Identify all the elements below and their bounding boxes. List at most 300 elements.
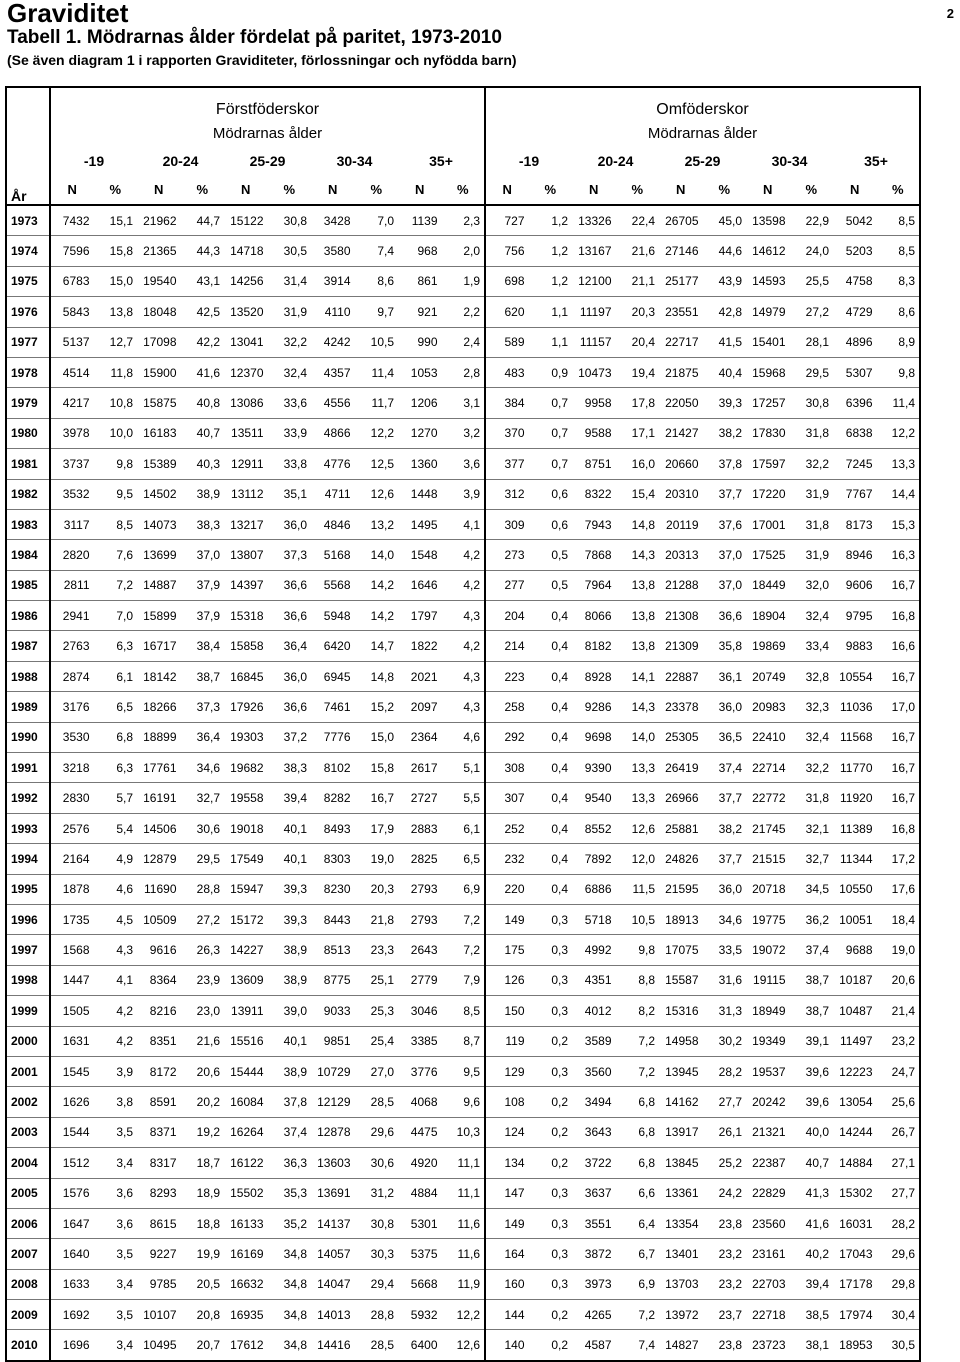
count-cell: 6400	[398, 1330, 442, 1361]
percent-cell: 15,4	[631, 487, 655, 502]
percent-cell: 6,7	[638, 1246, 655, 1261]
count-cell: 17075	[665, 943, 699, 958]
count-cell: 13167	[578, 244, 612, 259]
percent-cell: 25,6	[877, 1087, 921, 1117]
percent-cell: 8,2	[638, 1003, 655, 1018]
year-cell: 1990	[6, 722, 50, 752]
percent-cell: 0,2	[551, 1034, 568, 1049]
percent-cell: 38,5	[805, 1307, 829, 1322]
count-cell: 2097	[410, 699, 438, 714]
percent-cell: 0,3	[551, 1277, 568, 1292]
count-cell: 26966	[665, 791, 699, 806]
percent-cell: 18,4	[877, 904, 921, 934]
count-cell: 8364	[149, 973, 177, 988]
count-cell: 22387	[752, 1155, 786, 1170]
table-row	[6, 783, 920, 813]
percent-cell: 11,7	[371, 396, 394, 411]
table-row	[6, 388, 920, 418]
count-cell: 8351	[149, 1034, 177, 1049]
count-cell: 6783	[62, 274, 90, 289]
count-cell: 6396	[845, 396, 873, 411]
count-cell: 21365	[143, 244, 177, 259]
percent-cell: 6,5	[116, 699, 133, 714]
count-cell: 7767	[845, 487, 873, 502]
count-cell: 13520	[230, 304, 264, 319]
count-cell: 3551	[584, 1216, 612, 1231]
count-cell: 6420	[323, 639, 351, 654]
count-cell: 22829	[752, 1186, 786, 1201]
percent-cell: 8,8	[638, 973, 655, 988]
percent-cell: 18,8	[196, 1216, 220, 1231]
table-row	[6, 1208, 920, 1238]
percent-cell: 10,0	[109, 426, 133, 441]
percent-column-header: %	[805, 181, 818, 197]
percent-cell: 29,5	[805, 365, 829, 380]
count-cell: 1626	[62, 1095, 90, 1110]
percent-cell: 40,1	[283, 851, 307, 866]
count-cell: 5203	[845, 244, 873, 259]
percent-cell: 32,4	[805, 730, 829, 745]
count-cell: 2763	[62, 639, 90, 654]
percent-cell: 11,5	[632, 882, 655, 897]
count-cell: 16717	[143, 639, 177, 654]
percent-cell: 22,9	[805, 213, 829, 228]
percent-cell: 29,4	[370, 1277, 394, 1292]
percent-cell: 36,6	[718, 608, 742, 623]
count-cell: 8443	[323, 912, 351, 927]
count-cell: 14506	[143, 821, 177, 836]
count-cell: 13086	[230, 396, 264, 411]
percent-cell: 17,6	[877, 874, 921, 904]
percent-cell: 38,4	[196, 639, 220, 654]
percent-cell: 32,4	[805, 608, 829, 623]
count-cell: 1568	[62, 943, 90, 958]
count-cell: 4110	[324, 304, 351, 319]
year-cell: 1998	[6, 965, 50, 995]
count-cell: 14013	[317, 1307, 351, 1322]
year-cell: 2002	[6, 1087, 50, 1117]
count-cell: 8751	[584, 456, 612, 471]
count-cell: 5932	[410, 1307, 438, 1322]
percent-cell: 31,8	[805, 426, 829, 441]
percent-cell: 12,2	[456, 1307, 480, 1322]
table-note: (Se även diagram 1 i rapporten Graviditeter, förlossningar och nyfödda barn)	[7, 52, 517, 68]
percent-cell: 0,4	[551, 821, 568, 836]
year-cell: 1985	[6, 570, 50, 600]
percent-cell: 0,3	[551, 1003, 568, 1018]
percent-cell: 29,5	[196, 851, 220, 866]
count-cell: 21309	[665, 639, 699, 654]
percent-cell: 0,2	[551, 1095, 568, 1110]
count-cell: 1735	[62, 912, 90, 927]
count-cell: 20242	[752, 1095, 786, 1110]
count-cell: 4758	[845, 274, 873, 289]
count-cell: 10729	[317, 1064, 351, 1079]
table-row	[6, 631, 920, 661]
percent-cell: 26,7	[877, 1117, 921, 1147]
count-cell: 11497	[840, 1034, 873, 1049]
count-column-header: N	[241, 181, 251, 197]
count-cell: 10107	[143, 1307, 177, 1322]
year-cell: 1986	[6, 601, 50, 631]
count-cell: 19018	[230, 821, 264, 836]
table-row	[6, 965, 920, 995]
count-cell: 258	[485, 692, 529, 722]
percent-cell: 12,2	[877, 418, 921, 448]
percent-cell: 8,5	[877, 205, 921, 236]
percent-cell: 14,3	[631, 699, 655, 714]
percent-cell: 42,8	[718, 304, 742, 319]
percent-cell: 7,0	[377, 213, 394, 228]
percent-column-header: %	[456, 181, 469, 197]
count-cell: 8230	[323, 882, 351, 897]
year-cell: 1988	[6, 661, 50, 691]
percent-cell: 9,8	[638, 943, 655, 958]
percent-cell: 39,4	[805, 1277, 829, 1292]
year-cell: 1997	[6, 935, 50, 965]
percent-cell: 40,0	[805, 1125, 829, 1140]
percent-cell: 39,1	[805, 1034, 829, 1049]
percent-cell: 0,6	[551, 487, 568, 502]
count-cell: 968	[417, 244, 438, 259]
count-cell: 1545	[62, 1064, 90, 1079]
count-cell: 1270	[410, 426, 438, 441]
percent-cell: 7,4	[377, 244, 394, 259]
percent-cell: 24,0	[805, 244, 829, 259]
percent-cell: 21,4	[877, 996, 921, 1026]
table-row	[6, 297, 920, 327]
group-header-first-time-mothers: Förstföderskor	[50, 87, 485, 119]
count-cell: 1576	[62, 1186, 90, 1201]
percent-cell: 6,3	[116, 639, 133, 654]
percent-cell: 36,4	[196, 730, 220, 745]
age-band-header: 30-34	[336, 152, 373, 169]
year-cell: 1994	[6, 844, 50, 874]
count-cell: 9958	[584, 396, 612, 411]
count-cell: 22050	[665, 396, 699, 411]
count-cell: 15947	[230, 882, 264, 897]
percent-cell: 23,8	[718, 1216, 742, 1231]
count-cell: 3428	[323, 213, 351, 228]
count-cell: 12129	[317, 1095, 351, 1110]
count-cell: 11197	[579, 304, 612, 319]
percent-cell: 0,4	[551, 760, 568, 775]
count-cell: 20983	[752, 699, 786, 714]
count-cell: 18899	[143, 730, 177, 745]
count-cell: 384	[485, 388, 529, 418]
count-cell: 129	[485, 1056, 529, 1086]
count-cell: 8317	[149, 1155, 177, 1170]
percent-column-header: %	[718, 181, 731, 197]
percent-cell: 15,2	[370, 699, 394, 714]
percent-cell: 16,6	[877, 631, 921, 661]
count-cell: 3978	[62, 426, 90, 441]
count-cell: 312	[485, 479, 529, 509]
percent-cell: 37,0	[196, 547, 220, 562]
table-row	[6, 601, 920, 631]
count-cell: 15318	[230, 608, 264, 623]
count-cell: 19115	[753, 973, 786, 988]
percent-cell: 26,3	[196, 943, 220, 958]
percent-cell: 40,7	[805, 1155, 829, 1170]
count-cell: 108	[485, 1087, 529, 1117]
percent-cell: 21,6	[196, 1034, 220, 1049]
percent-cell: 41,6	[196, 365, 220, 380]
count-cell: 19775	[752, 912, 786, 927]
percent-cell: 34,8	[283, 1307, 307, 1322]
count-cell: 18913	[665, 912, 699, 927]
count-cell: 15875	[143, 396, 177, 411]
count-cell: 15899	[143, 608, 177, 623]
count-cell: 7964	[584, 578, 612, 593]
count-cell: 17001	[752, 517, 786, 532]
count-cell: 160	[485, 1269, 529, 1299]
percent-cell: 10,3	[456, 1125, 480, 1140]
percent-cell: 30,6	[370, 1155, 394, 1170]
count-cell: 14884	[839, 1155, 873, 1170]
percent-cell: 23,9	[196, 973, 220, 988]
percent-column-header: %	[631, 181, 644, 197]
percent-cell: 3,4	[94, 1330, 138, 1361]
percent-cell: 4,3	[463, 608, 480, 623]
percent-cell: 29,8	[877, 1269, 921, 1299]
count-cell: 15858	[230, 639, 264, 654]
count-cell: 18904	[752, 608, 786, 623]
percent-cell: 6,5	[463, 851, 480, 866]
count-cell: 5948	[323, 608, 351, 623]
percent-cell: 36,0	[283, 669, 307, 684]
count-cell: 8552	[584, 821, 612, 836]
count-cell: 5668	[410, 1277, 438, 1292]
count-cell: 11389	[840, 821, 873, 836]
count-cell: 13217	[230, 517, 264, 532]
table-row	[6, 1117, 920, 1147]
count-cell: 1544	[62, 1125, 90, 1140]
year-cell: 1974	[6, 236, 50, 266]
percent-cell: 27,2	[196, 912, 220, 927]
percent-cell: 13,3	[631, 791, 655, 806]
count-cell: 12370	[230, 365, 264, 380]
percent-cell: 27,7	[718, 1095, 742, 1110]
group-header-multiparous-mothers: Omföderskor	[485, 87, 920, 119]
table-row	[6, 722, 920, 752]
count-cell: 4711	[324, 487, 351, 502]
percent-cell: 4,2	[463, 639, 480, 654]
percent-cell: 1,2	[551, 274, 568, 289]
percent-cell: 19,2	[196, 1125, 220, 1140]
count-cell: 483	[485, 357, 529, 387]
count-cell: 1139	[411, 213, 438, 228]
year-cell: 1978	[6, 357, 50, 387]
count-cell: 9616	[149, 943, 177, 958]
percent-cell: 0,3	[551, 1186, 568, 1201]
count-cell: 8066	[584, 608, 612, 623]
percent-cell: 38,2	[718, 426, 742, 441]
percent-cell: 16,0	[631, 456, 655, 471]
count-cell: 1360	[410, 456, 438, 471]
percent-cell: 37,7	[718, 791, 742, 806]
percent-cell: 37,8	[718, 456, 742, 471]
year-cell: 1980	[6, 418, 50, 448]
count-cell: 2164	[62, 851, 90, 866]
percent-cell: 5,7	[116, 791, 133, 806]
count-cell: 15444	[230, 1064, 264, 1079]
count-cell: 7943	[584, 517, 612, 532]
count-cell: 16084	[230, 1095, 264, 1110]
percent-cell: 0,4	[551, 791, 568, 806]
count-cell: 14593	[752, 274, 786, 289]
percent-cell: 20,6	[196, 1064, 220, 1079]
year-cell: 2008	[6, 1269, 50, 1299]
percent-cell: 6,1	[116, 669, 133, 684]
year-cell: 2006	[6, 1208, 50, 1238]
count-cell: 11770	[840, 760, 873, 775]
table-row	[6, 904, 920, 934]
percent-cell: 0,3	[551, 943, 568, 958]
count-cell: 11157	[579, 335, 612, 350]
year-cell: 2010	[6, 1330, 50, 1361]
percent-cell: 32,2	[805, 760, 829, 775]
year-cell: 2009	[6, 1300, 50, 1330]
percent-cell: 3,5	[116, 1125, 133, 1140]
percent-cell: 30,5	[283, 244, 307, 259]
percent-cell: 7,2	[463, 912, 480, 927]
count-cell: 7432	[62, 213, 90, 228]
table-row	[6, 449, 920, 479]
percent-cell: 0,4	[551, 699, 568, 714]
percent-cell: 10,8	[109, 396, 133, 411]
percent-cell: 21,6	[631, 244, 655, 259]
percent-cell: 6,9	[463, 882, 480, 897]
percent-cell: 4,3	[116, 943, 133, 958]
count-cell: 19540	[143, 274, 177, 289]
count-cell: 8928	[584, 669, 612, 684]
percent-cell: 36,0	[718, 699, 742, 714]
percent-cell: 38,1	[790, 1330, 834, 1361]
count-cell: 14827	[659, 1330, 703, 1361]
count-cell: 14047	[317, 1277, 351, 1292]
count-cell: 119	[485, 1026, 529, 1056]
percent-cell: 31,2	[370, 1186, 394, 1201]
percent-cell: 6,6	[638, 1186, 655, 1201]
count-cell: 9588	[584, 426, 612, 441]
count-cell: 1640	[62, 1246, 90, 1261]
percent-cell: 9,8	[116, 456, 133, 471]
percent-cell: 4,5	[116, 912, 133, 927]
count-cell: 309	[485, 509, 529, 539]
year-cell: 2000	[6, 1026, 50, 1056]
count-cell: 2779	[410, 973, 438, 988]
count-cell: 21308	[665, 608, 699, 623]
percent-cell: 30,3	[370, 1246, 394, 1261]
count-cell: 13054	[839, 1095, 873, 1110]
year-cell: 2001	[6, 1056, 50, 1086]
count-cell: 2811	[63, 578, 90, 593]
count-cell: 1505	[62, 1003, 90, 1018]
percent-cell: 15,3	[877, 509, 921, 539]
percent-cell: 30,8	[283, 213, 307, 228]
count-cell: 13699	[143, 547, 177, 562]
count-cell: 12100	[578, 274, 612, 289]
count-cell: 9688	[845, 943, 873, 958]
percent-cell: 34,8	[283, 1246, 307, 1261]
percent-cell: 13,8	[631, 639, 655, 654]
table-row	[6, 692, 920, 722]
count-cell: 8775	[323, 973, 351, 988]
count-cell: 756	[485, 236, 529, 266]
percent-cell: 4,1	[463, 517, 480, 532]
count-cell: 14227	[230, 943, 264, 958]
count-cell: 7245	[845, 456, 873, 471]
percent-cell: 31,9	[283, 304, 307, 319]
percent-cell: 8,6	[377, 274, 394, 289]
percent-cell: 4,2	[463, 547, 480, 562]
count-cell: 13972	[665, 1307, 699, 1322]
percent-cell: 37,2	[283, 730, 307, 745]
percent-cell: 41,6	[805, 1216, 829, 1231]
percent-cell: 14,4	[877, 479, 921, 509]
percent-cell: 8,6	[877, 297, 921, 327]
percent-cell: 32,0	[805, 578, 829, 593]
count-cell: 3643	[584, 1125, 612, 1140]
count-cell: 5718	[584, 912, 612, 927]
percent-cell: 7,2	[638, 1307, 655, 1322]
percent-cell: 11,9	[457, 1277, 480, 1292]
count-cell: 134	[485, 1148, 529, 1178]
percent-cell: 11,6	[457, 1246, 480, 1261]
count-cell: 17257	[752, 396, 786, 411]
count-cell: 16122	[230, 1155, 264, 1170]
count-cell: 23378	[665, 699, 699, 714]
count-cell: 11568	[840, 730, 873, 745]
count-cell: 12911	[231, 456, 264, 471]
table-row	[6, 1178, 920, 1208]
count-cell: 13945	[665, 1064, 699, 1079]
percent-cell: 32,8	[805, 669, 829, 684]
table-row	[6, 996, 920, 1026]
count-cell: 277	[485, 570, 529, 600]
count-cell: 8513	[323, 943, 351, 958]
percent-cell: 7,2	[638, 1034, 655, 1049]
percent-cell: 17,0	[877, 692, 921, 722]
table-row	[6, 570, 920, 600]
percent-cell: 0,3	[551, 1064, 568, 1079]
count-cell: 164	[485, 1239, 529, 1269]
percent-cell: 20,7	[181, 1330, 225, 1361]
year-column-header: År	[6, 87, 50, 205]
count-cell: 252	[485, 813, 529, 843]
count-cell: 6945	[323, 669, 351, 684]
count-cell: 149	[485, 1208, 529, 1238]
count-cell: 14612	[752, 244, 786, 259]
count-cell: 15302	[839, 1186, 873, 1201]
percent-cell: 12,2	[370, 426, 394, 441]
percent-cell: 17,8	[631, 396, 655, 411]
count-cell: 17220	[752, 487, 786, 502]
percent-cell: 35,1	[283, 487, 307, 502]
count-cell: 3580	[323, 244, 351, 259]
percent-cell: 14,2	[370, 578, 394, 593]
count-cell: 273	[485, 540, 529, 570]
count-cell: 13807	[230, 547, 264, 562]
percent-cell: 16,7	[877, 722, 921, 752]
percent-cell: 14,0	[631, 730, 655, 745]
percent-cell: 8,5	[877, 236, 921, 266]
percent-cell: 27,1	[877, 1148, 921, 1178]
count-cell: 126	[485, 965, 529, 995]
table-row	[6, 874, 920, 904]
count-cell: 2727	[410, 791, 438, 806]
